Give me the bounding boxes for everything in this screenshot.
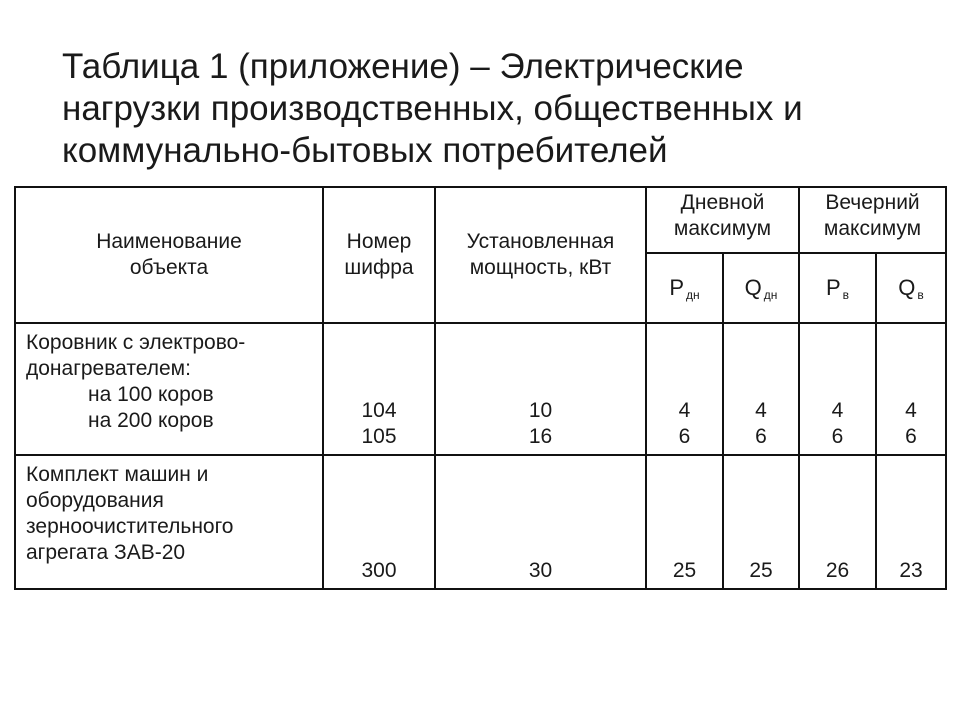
header-code-line1: Номер xyxy=(346,230,412,253)
electric-loads-table xyxy=(14,186,947,590)
code-cell: 104 105 xyxy=(323,323,435,455)
table-row xyxy=(15,455,946,589)
object-name-line: оборудования xyxy=(26,489,164,512)
header-object-name xyxy=(15,187,323,323)
header-power-line2: мощность, кВт xyxy=(469,256,612,279)
object-name-line: зерноочистительного xyxy=(26,515,234,538)
q-day-cell: 4 6 xyxy=(723,323,799,455)
code-cell: 300 xyxy=(323,455,435,589)
q-evening-cell: 23 xyxy=(876,455,946,589)
object-subitem: на 200 коров xyxy=(88,409,214,432)
q-evening-cell: 4 6 xyxy=(876,323,946,455)
title-line-2: нагрузки производственных, общественных и xyxy=(62,89,803,128)
title-line-1: Таблица 1 (приложение) – Электрические xyxy=(62,47,744,86)
p-evening-cell: 26 xyxy=(799,455,876,589)
p-day-cell: 25 xyxy=(646,455,723,589)
header-power-line1: Установленная xyxy=(466,230,615,253)
header-name-line1: Наименование xyxy=(96,230,242,253)
header-name-line2: объекта xyxy=(129,256,209,279)
header-q-day: Q дн xyxy=(723,253,799,323)
header-day-line2: максимум xyxy=(673,217,772,240)
title-line-3: коммунально-бытовых потребителей xyxy=(62,131,668,170)
p-day-cell: 4 6 xyxy=(646,323,723,455)
object-name-cell xyxy=(15,323,323,455)
object-name-line: донагревателем: xyxy=(26,357,191,380)
table-row xyxy=(15,323,946,455)
page-title xyxy=(62,46,932,172)
header-evening-line1: Вечерний xyxy=(825,191,920,214)
object-name-line: Коровник с электрово- xyxy=(26,331,246,354)
object-name-cell xyxy=(15,455,323,589)
power-cell: 10 16 xyxy=(435,323,646,455)
header-p-evening: P в xyxy=(799,253,876,323)
header-evening-maximum xyxy=(799,187,946,253)
header-installed-power xyxy=(435,187,646,323)
object-name-line: Комплект машин и xyxy=(26,463,209,486)
header-day-line1: Дневной xyxy=(680,191,765,214)
object-subitem: на 100 коров xyxy=(88,383,214,406)
p-evening-cell: 4 6 xyxy=(799,323,876,455)
power-cell: 30 xyxy=(435,455,646,589)
q-day-cell: 25 xyxy=(723,455,799,589)
header-q-evening: Q в xyxy=(876,253,946,323)
header-code-line2: шифра xyxy=(344,256,414,279)
header-day-maximum xyxy=(646,187,799,253)
header-evening-line2: максимум xyxy=(823,217,922,240)
header-row-1 xyxy=(15,187,946,253)
header-p-day: P дн xyxy=(646,253,723,323)
object-name-line: агрегата ЗАВ-20 xyxy=(26,541,186,564)
header-code xyxy=(323,187,435,323)
